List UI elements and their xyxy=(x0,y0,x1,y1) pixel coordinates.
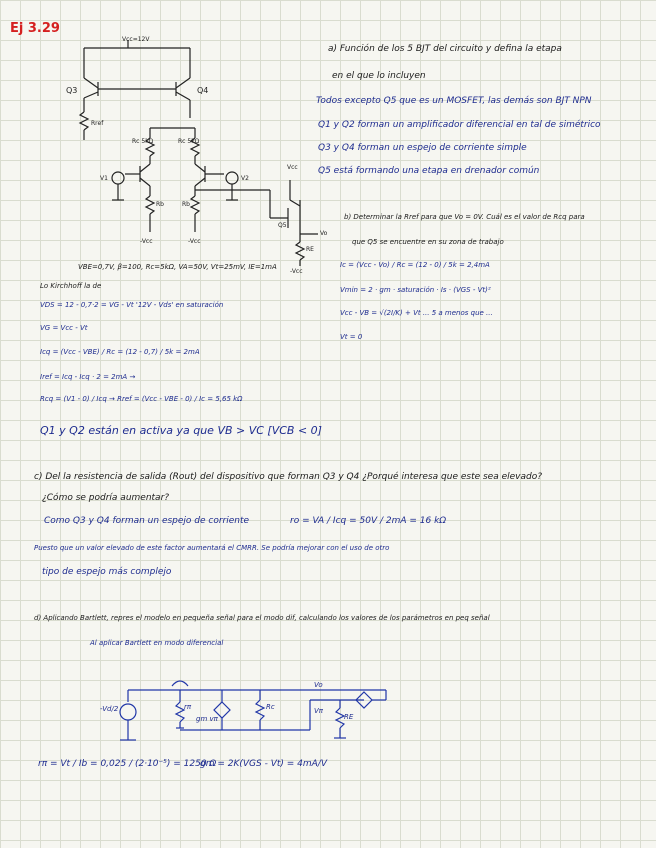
vee-right-label: -Vcc xyxy=(290,268,303,275)
question-c-2: ¿Cómo se podría aumentar? xyxy=(42,493,170,503)
vo-node-label: Vo xyxy=(314,681,323,689)
rpi-label: rπ xyxy=(184,703,192,711)
note-b-line6: Vt = 0 xyxy=(340,333,363,341)
vpi2-label: Vπ xyxy=(314,707,324,715)
q4-label: Q4 xyxy=(197,86,209,95)
note-a-line3: Todos excepto Q5 que es un MOSFET, las demás son BJT NPN xyxy=(316,96,592,106)
circuit-params: VBE=0,7V, β=100, Rc=5kΩ, VA=50V, Vt=25mV, IE=1mA xyxy=(78,263,277,271)
note-a-line1: a) Función de los 5 BJT del circuito y defina la etapa xyxy=(328,44,562,54)
gm-source-label: gm vπ xyxy=(196,715,218,723)
note-a-line4: Q1 y Q2 forman un amplificador diferencial en tal de simétrico xyxy=(318,120,601,130)
note-a-line2: en el que lo incluyen xyxy=(332,71,426,81)
vee-mid-label: -Vcc xyxy=(188,238,201,245)
answer-c-1b: ro = VA / Icq = 50V / 2mA = 16 kΩ xyxy=(290,516,447,526)
formula-gm: gm = 2K(VGS - Vt) = 4mA/V xyxy=(200,759,327,769)
calc-line2: VDS = 12 - 0,7·2 = VG - Vt '12V - Vds' en saturación xyxy=(40,301,224,309)
rb2-label: Rb xyxy=(182,201,190,208)
re-small-label: RE xyxy=(344,713,354,721)
question-d: d) Aplicando Bartlett, repres el modelo en pequeña señal para el modo dif, calculando los valores de los parámetros en peq señal xyxy=(34,614,490,622)
calc-line6: Rcq = (V1 - 0) / Icq → Rref = (Vcc - VBE - 0) / Ic = 5,65 kΩ xyxy=(40,395,243,403)
exercise-title: Ej 3.29 xyxy=(10,21,60,36)
rc-label: Rc xyxy=(266,703,275,711)
note-b-line5: Vcc - VB = √(2I/K) + Vt ... 5 a menos que ... xyxy=(340,309,493,317)
note-b-line3: Ic = (Vcc - Vo) / Rc = (12 - 0) / 5k = 2,4mA xyxy=(340,261,490,269)
note-b-line4: Vmin = 2 · gm · saturación · Is · (VGS - Vt)² xyxy=(340,286,491,294)
vee-left-label: -Vcc xyxy=(140,238,153,245)
note-b-line1: b) Determinar la Rref para que Vo = 0V. Cuál es el valor de Rcq para xyxy=(344,213,585,221)
re-label: RE xyxy=(306,246,314,253)
note-b-line2: que Q5 se encuentre en su zona de trabajo xyxy=(352,238,504,246)
question-c: c) Del la resistencia de salida (Rout) del dispositivo que forman Q3 y Q4 ¿Porqué interesa que este sea elevado? xyxy=(34,472,543,482)
q3-label: Q3 xyxy=(66,86,78,95)
subtitle-d: Al aplicar Bartlett en modo diferencial xyxy=(90,639,224,647)
answer-c-1a: Como Q3 y Q4 forman un espejo de corriente xyxy=(44,516,250,526)
vcc-right-label: Vcc xyxy=(287,164,298,171)
vo-label: Vo xyxy=(320,230,328,237)
rb1-label: Rb xyxy=(156,201,164,208)
calc-conclusion: Q1 y Q2 están en activa ya que VB > VC [VCB < 0] xyxy=(40,424,322,437)
calc-line4: Icq = (Vcc - VBE) / Rc = (12 - 0,7) / 5k = 2mA xyxy=(40,348,200,356)
note-a-line6: Q5 está formando una etapa en drenador común xyxy=(318,166,540,176)
rc1-label: Rc 5kΩ xyxy=(132,138,154,145)
q5-label: Q5 xyxy=(278,222,287,229)
calc-line1: Lo Kirchhoff la de xyxy=(40,282,102,290)
answer-c-3: tipo de espejo más complejo xyxy=(42,567,172,577)
rc2-label: Rc 5kΩ xyxy=(178,138,200,145)
formula-rpi: rπ = Vt / Ib = 0,025 / (2·10⁻⁵) = 1250 Ω xyxy=(38,759,217,769)
note-a-line5: Q3 y Q4 forman un espejo de corriente simple xyxy=(318,143,527,153)
rref-label: Rref xyxy=(91,120,104,127)
vd-half-label: -Vd/2 xyxy=(100,705,119,713)
v2-label: V2 xyxy=(241,175,249,182)
calc-line3: VG = Vcc - Vt xyxy=(40,324,88,332)
vcc-label: Vcc=12V xyxy=(122,36,150,43)
v1-label: V1 xyxy=(100,175,108,182)
calc-line5: Iref = Icq - Icq · 2 = 2mA → xyxy=(40,373,136,381)
answer-c-2: Puesto que un valor elevado de este factor aumentará el CMRR. Se podría mejorar con el uso de otro xyxy=(34,544,390,552)
